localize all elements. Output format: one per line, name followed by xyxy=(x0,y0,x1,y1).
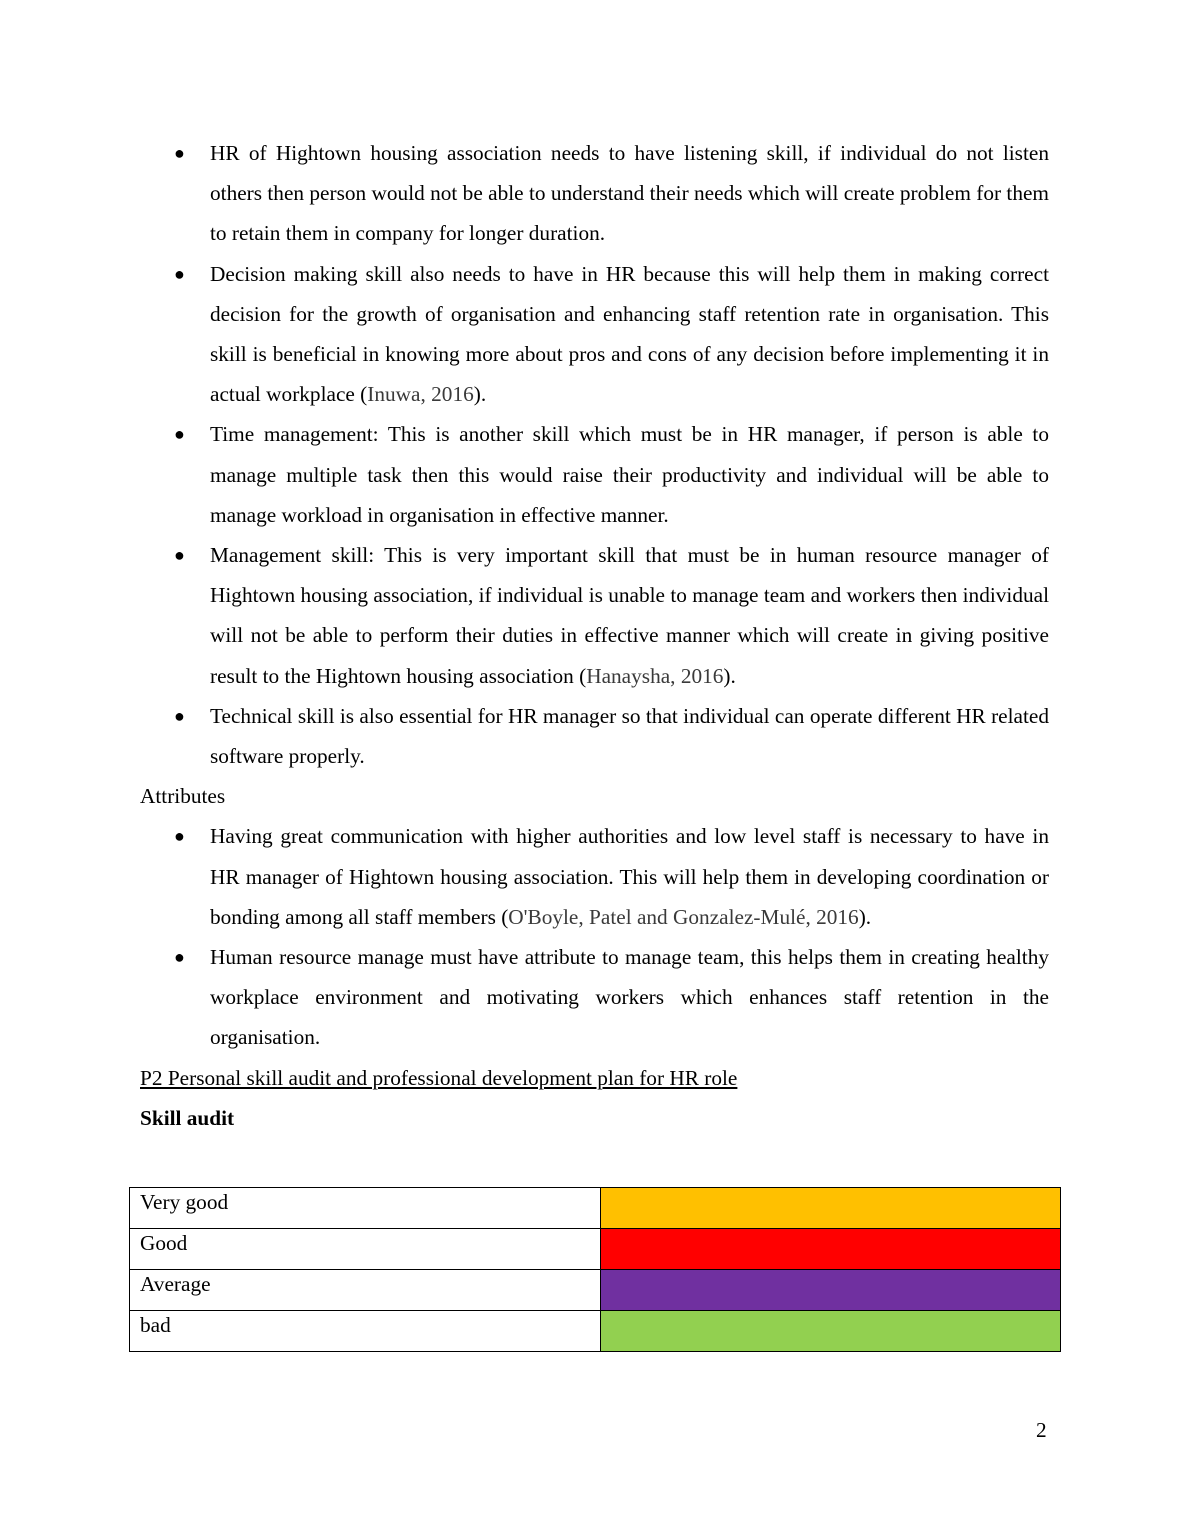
rating-color-swatch xyxy=(600,1311,1060,1352)
bullet-text: Having great communication with higher authorities and low level staff is necessary to have in HR manager of Hightown housing association. This will help them in developing coordination or bonding among all staff members ( xyxy=(210,824,1049,929)
skill-audit-heading: Skill audit xyxy=(140,1105,235,1130)
table-row xyxy=(130,1188,1061,1229)
rating-label: Average xyxy=(130,1270,601,1311)
bullet-icon: ● xyxy=(174,705,185,726)
table-row xyxy=(130,1229,1061,1270)
bullet-text: Human resource manage must have attribute to manage team, this helps them in creating healthy workplace environment and motivating workers which enhances staff retention in the organisation. xyxy=(210,945,1049,1050)
bullet-text: Technical skill is also essential for HR manager so that individual can operate different HR related software properly. xyxy=(210,703,1049,769)
bullet-text: Time management: This is another skill which must be in HR manager, if person is able to manage multiple task then this would raise their productivity and individual will be able to manage workload in organisation in effective manner. xyxy=(210,422,1049,527)
table-row xyxy=(130,1311,1061,1352)
list-item xyxy=(140,133,1049,254)
bullet-text-end: ). xyxy=(858,904,872,929)
bullet-icon: ● xyxy=(174,424,185,445)
citation: O'Boyle, Patel and Gonzalez-Mulé, 2016 xyxy=(508,904,859,929)
bullet-text: Management skill: This is very important skill that must be in human resource manager of Hightown housing association, if individual is unable to manage team and workers then individual will not be able to perform their duties in effective manner which will create in giving positive result to the Hightown housing association ( xyxy=(210,543,1049,688)
bullet-text: HR of Hightown housing association needs to have listening skill, if individual do not listen others then person would not be able to understand their needs which will create problem for them to retain them in company for longer duration. xyxy=(210,141,1049,246)
attributes-heading: Attributes xyxy=(140,784,226,809)
rating-label: Very good xyxy=(130,1188,601,1229)
citation: Inuwa, 2016 xyxy=(367,382,474,407)
list-item xyxy=(140,254,1049,415)
skills-list xyxy=(140,133,1049,776)
list-item xyxy=(140,937,1049,1058)
page-content xyxy=(140,133,1049,1138)
bullet-icon: ● xyxy=(174,263,185,284)
list-item xyxy=(140,816,1049,937)
bullet-text-end: ). xyxy=(723,663,736,688)
bullet-icon: ● xyxy=(174,947,185,968)
skill-audit-table xyxy=(129,1187,1061,1352)
attributes-list xyxy=(140,816,1049,1057)
citation: Hanaysha, 2016 xyxy=(586,663,724,688)
table-row xyxy=(130,1270,1061,1311)
page-number: 2 xyxy=(1036,1418,1047,1442)
rating-label: bad xyxy=(130,1311,601,1352)
list-item xyxy=(140,696,1049,776)
rating-label: Good xyxy=(130,1229,601,1270)
list-item xyxy=(140,414,1049,535)
section-heading: P2 Personal skill audit and professional development plan for HR role xyxy=(140,1065,738,1090)
bullet-icon: ● xyxy=(174,143,185,163)
rating-color-swatch xyxy=(600,1270,1060,1311)
bullet-icon: ● xyxy=(174,545,185,566)
bullet-icon: ● xyxy=(174,826,185,847)
list-item xyxy=(140,535,1049,696)
bullet-text: Decision making skill also needs to have in HR because this will help them in making correct decision for the growth of organisation and enhancing staff retention rate in organisation. This skill is beneficial in knowing more about pros and cons of any decision before implementing it in actual workplace ( xyxy=(210,261,1049,407)
rating-color-swatch xyxy=(600,1229,1060,1270)
bullet-text-end: ). xyxy=(473,382,487,407)
rating-color-swatch xyxy=(600,1188,1060,1229)
